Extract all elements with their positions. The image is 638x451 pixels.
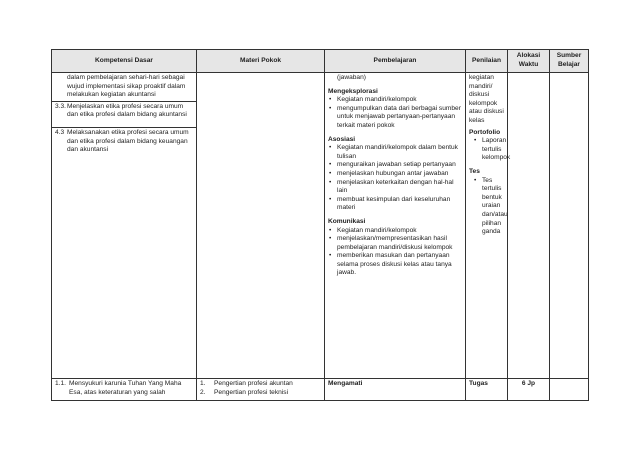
sumber-belajar-cell <box>550 379 589 401</box>
list-item: • memberikan masukan dan pertanyaan selama proses diskusi kelas atau tanya jawab. <box>328 252 462 278</box>
kd-continuation <box>52 73 196 101</box>
list-item: • Kegiatan mandiri/kelompok <box>328 227 462 236</box>
kd-cont-line: dalam pembelajaran sehari-hari sebagai <box>67 74 185 81</box>
tes-title: Tes <box>469 167 480 175</box>
header-alokasi-waktu <box>508 50 550 73</box>
kd-3-3 <box>52 101 196 121</box>
list-item: • menjelaskan hubungan antar jawaban <box>328 170 462 179</box>
materi-pokok-cell <box>197 73 325 379</box>
materi-text: Pengertian profesi teknisi <box>214 388 289 396</box>
komunikasi-title: Komunikasi <box>328 217 366 225</box>
list-item: • menguraikan jawaban setiap pertanyaan <box>328 161 462 170</box>
table-row <box>52 379 589 401</box>
penilaian-cell: Tugas <box>466 379 508 401</box>
list-item: • menjelaskan keterkaitan dengan hal-hal lain <box>328 179 462 196</box>
komunikasi-list <box>328 227 462 279</box>
kd-1-1-text: Mensyukuri karunia Tuhan Yang Maha Esa, atas keteraturan yang salah <box>69 380 182 396</box>
tes-list <box>469 176 508 237</box>
syllabus-table <box>51 49 589 401</box>
portofolio-list <box>469 137 511 163</box>
penilaian-continuation: kegiatan mandiri/ diskusi kelompok atau diskusi kelas <box>469 74 504 124</box>
table-row <box>52 73 589 379</box>
penilaian-cell <box>466 73 511 379</box>
list-item <box>200 389 321 398</box>
header-materi-pokok: Materi Pokok <box>197 50 325 73</box>
header-kompetensi-dasar: Kompetensi Dasar <box>52 50 197 73</box>
kd-4-3-number: 4.3 <box>55 128 65 136</box>
pembelajaran-cell <box>325 73 466 379</box>
alokasi-waktu-cell <box>508 73 550 379</box>
alokasi-waktu-cell: 6 Jp <box>508 379 550 401</box>
pembelajaran-cell: Mengamati <box>325 379 466 401</box>
kd-cont-line: melakukan kegiatan akuntansi <box>67 91 156 99</box>
kd-3-3-number: 3.3. <box>55 102 66 110</box>
header-sumber-belajar <box>550 50 589 73</box>
header-row <box>52 50 589 73</box>
list-item: • Tes tertulis bentuk uraian dan/atau pilihan ganda <box>473 177 504 237</box>
materi-pokok-cell <box>197 379 325 401</box>
pembelajaran-jawaban: (jawaban) <box>337 74 366 81</box>
mengeksplorasi-title: Mengeksplorasi <box>328 87 378 95</box>
header-sumber-line1: Sumber <box>556 52 582 60</box>
materi-number: 2. <box>200 388 206 396</box>
list-item: • menjelaskan/mempresentasikan hasil pembelajaran mandiri/diskusi kelompok <box>328 235 462 252</box>
list-item: • Kegiatan mandiri/kelompok <box>328 96 462 105</box>
header-alokasi-line1: Alokasi <box>516 52 541 60</box>
asosiasi-title: Asosiasi <box>328 135 356 143</box>
header-alokasi-line2: Waktu <box>518 61 539 68</box>
header-penilaian: Penilaian <box>466 50 508 73</box>
list-item: • membuat kesimpulan dari keseluruhan materi <box>328 196 462 213</box>
materi-text: Pengertian profesi akuntan <box>214 380 293 387</box>
list-item: • Kegiatan mandiri/kelompok dalam bentuk tulisan <box>328 144 462 161</box>
materi-number: 1. <box>200 380 206 387</box>
asosiasi-list <box>328 144 462 213</box>
kd-cont-line: wujud implementasi sikap proaktif dalam <box>67 82 186 90</box>
kompetensi-dasar-cell <box>52 73 197 379</box>
portofolio-title: Portofolio <box>469 128 501 136</box>
kd-1-1-number: 1.1. <box>55 380 66 387</box>
kd-3-3-text: Menjelaskan etika profesi secara umum dan etika profesi dalam bidang akuntansi <box>67 102 187 119</box>
mengeksplorasi-list <box>328 96 462 130</box>
kompetensi-dasar-cell <box>52 379 197 401</box>
kd-4-3-text: Melaksanakan etika profesi secara umum dan etika profesi dalam bidang keuangan dan akuntansi <box>67 128 189 154</box>
list-item <box>200 380 321 389</box>
header-sumber-line2: Belajar <box>558 61 580 68</box>
list-item: • Laporan tertulis kelompok <box>473 137 504 163</box>
list-item: • mengumpulkan data dari berbagai sumber untuk menjawab pertanyaan-pertanyaan terkait materi pokok <box>328 105 462 131</box>
header-pembelajaran: Pembelajaran <box>325 50 466 73</box>
sumber-belajar-cell <box>550 73 589 379</box>
kd-4-3 <box>52 127 196 156</box>
kd-1-1 <box>55 380 193 397</box>
